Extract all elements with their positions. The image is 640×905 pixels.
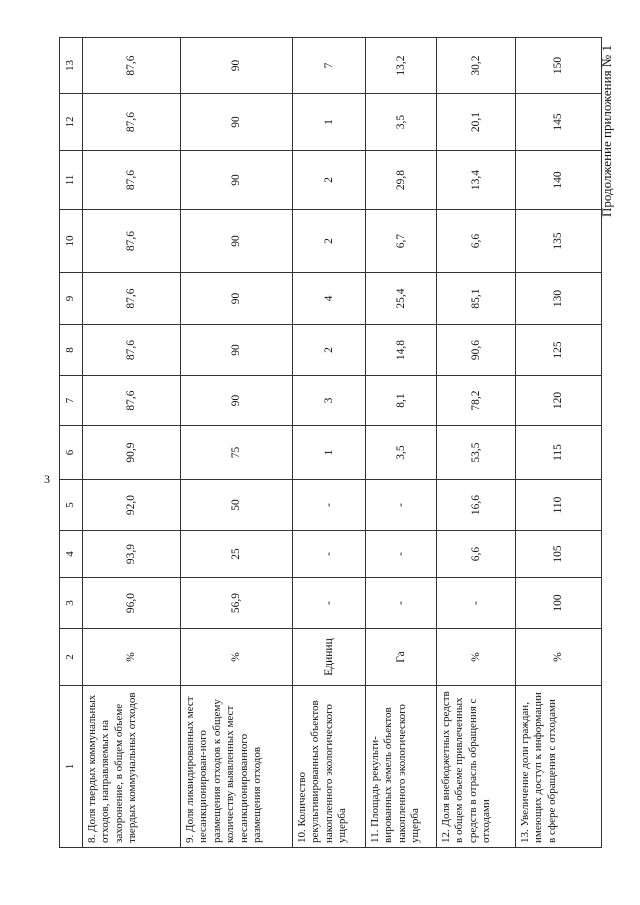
value-cell: 56,9	[181, 578, 293, 629]
value-cell: 13,2	[366, 38, 437, 94]
value-cell: 125	[516, 325, 602, 376]
value-cell: 110	[516, 480, 602, 531]
header-cell: 13	[60, 38, 83, 94]
value-cell: 7	[293, 38, 366, 94]
value-cell: -	[366, 531, 437, 578]
value-cell: 3	[293, 376, 366, 426]
value-cell: 3,5	[366, 94, 437, 151]
unit-cell: %	[83, 629, 181, 686]
value-cell: 2	[293, 151, 366, 210]
value-cell: 13,4	[437, 151, 516, 210]
value-cell: 90	[181, 210, 293, 273]
value-cell: 75	[181, 426, 293, 480]
header-cell: 1	[60, 686, 83, 848]
table-header-row	[60, 38, 83, 848]
continuation-label-text: Продолжение приложения № 1	[599, 45, 614, 217]
value-cell: 140	[516, 151, 602, 210]
value-cell: 93,9	[83, 531, 181, 578]
value-cell: 96,0	[83, 578, 181, 629]
value-cell: 87,6	[83, 273, 181, 325]
value-cell: 90	[181, 273, 293, 325]
header-cell: 6	[60, 426, 83, 480]
header-cell: 3	[60, 578, 83, 629]
value-cell: 90,6	[437, 325, 516, 376]
table-row	[181, 38, 293, 848]
header-cell: 8	[60, 325, 83, 376]
value-cell: 30,2	[437, 38, 516, 94]
header-cell: 9	[60, 273, 83, 325]
value-cell: -	[366, 578, 437, 629]
header-cell: 12	[60, 94, 83, 151]
value-cell: 90,9	[83, 426, 181, 480]
value-cell: 25	[181, 531, 293, 578]
value-cell: 90	[181, 94, 293, 151]
unit-cell: %	[437, 629, 516, 686]
value-cell: 120	[516, 376, 602, 426]
value-cell: 87,6	[83, 94, 181, 151]
value-cell: -	[293, 480, 366, 531]
value-cell: 130	[516, 273, 602, 325]
table-row	[83, 38, 181, 848]
header-cell: 7	[60, 376, 83, 426]
value-cell: 1	[293, 426, 366, 480]
table-row	[293, 38, 366, 848]
indicator-name: 13. Увеличение доли граждан, имеющих доступ к информации в сфере обращения с отходами	[516, 686, 602, 848]
table-row	[366, 38, 437, 848]
value-cell: 6,6	[437, 210, 516, 273]
value-cell: -	[293, 531, 366, 578]
value-cell: 135	[516, 210, 602, 273]
value-cell: 100	[516, 578, 602, 629]
value-cell: 2	[293, 210, 366, 273]
value-cell: 87,6	[83, 376, 181, 426]
indicator-name: 10. Количество рекультивированных объектов накопленного экологического ущерба	[293, 686, 366, 848]
header-cell: 11	[60, 151, 83, 210]
value-cell: -	[366, 480, 437, 531]
value-cell: 29,8	[366, 151, 437, 210]
header-cell: 2	[60, 629, 83, 686]
value-cell: 115	[516, 426, 602, 480]
continuation-label	[600, 26, 614, 236]
value-cell: 90	[181, 325, 293, 376]
unit-cell: %	[181, 629, 293, 686]
header-cell: 10	[60, 210, 83, 273]
value-cell: 25,4	[366, 273, 437, 325]
value-cell: 4	[293, 273, 366, 325]
table-row	[437, 38, 516, 848]
value-cell: 6,7	[366, 210, 437, 273]
unit-cell: Га	[366, 629, 437, 686]
value-cell: 78,2	[437, 376, 516, 426]
value-cell: 87,6	[83, 38, 181, 94]
value-cell: 53,5	[437, 426, 516, 480]
value-cell: 90	[181, 38, 293, 94]
value-cell: 14,8	[366, 325, 437, 376]
value-cell: 150	[516, 38, 602, 94]
indicator-table-wrapper	[59, 38, 578, 848]
header-cell: 4	[60, 531, 83, 578]
table-row	[516, 38, 602, 848]
indicator-name: 12. Доля внебюджетных средств в общем объеме привлеченных средств в отрасль обращения с отходами	[437, 686, 516, 848]
indicator-name: 8. Доля твердых коммунальных отходов, направляемых на захоронение, в общем объеме твердых коммунальных отходов	[83, 686, 181, 848]
value-cell: 145	[516, 94, 602, 151]
indicator-table	[59, 37, 602, 848]
unit-cell: Единиц	[293, 629, 366, 686]
value-cell: -	[437, 578, 516, 629]
value-cell: -	[293, 578, 366, 629]
value-cell: 1	[293, 94, 366, 151]
indicator-name: 11. Площадь рекульти-вированных земель объектов накопленного экологического ущерба	[366, 686, 437, 848]
value-cell: 90	[181, 151, 293, 210]
value-cell: 50	[181, 480, 293, 531]
unit-cell: %	[516, 629, 602, 686]
value-cell: 16,6	[437, 480, 516, 531]
indicator-name: 9. Доля ликвидированных мест несанкционирован-ного размещения отходов к общему количеству выявленных мест несанкционированного размещения отходов	[181, 686, 293, 848]
value-cell: 2	[293, 325, 366, 376]
value-cell: 87,6	[83, 325, 181, 376]
value-cell: 6,6	[437, 531, 516, 578]
value-cell: 90	[181, 376, 293, 426]
value-cell: 20,1	[437, 94, 516, 151]
value-cell: 87,6	[83, 210, 181, 273]
value-cell: 87,6	[83, 151, 181, 210]
value-cell: 85,1	[437, 273, 516, 325]
value-cell: 8,1	[366, 376, 437, 426]
page-number: 3	[44, 472, 50, 486]
value-cell: 3,5	[366, 426, 437, 480]
header-cell: 5	[60, 480, 83, 531]
value-cell: 92,0	[83, 480, 181, 531]
value-cell: 105	[516, 531, 602, 578]
